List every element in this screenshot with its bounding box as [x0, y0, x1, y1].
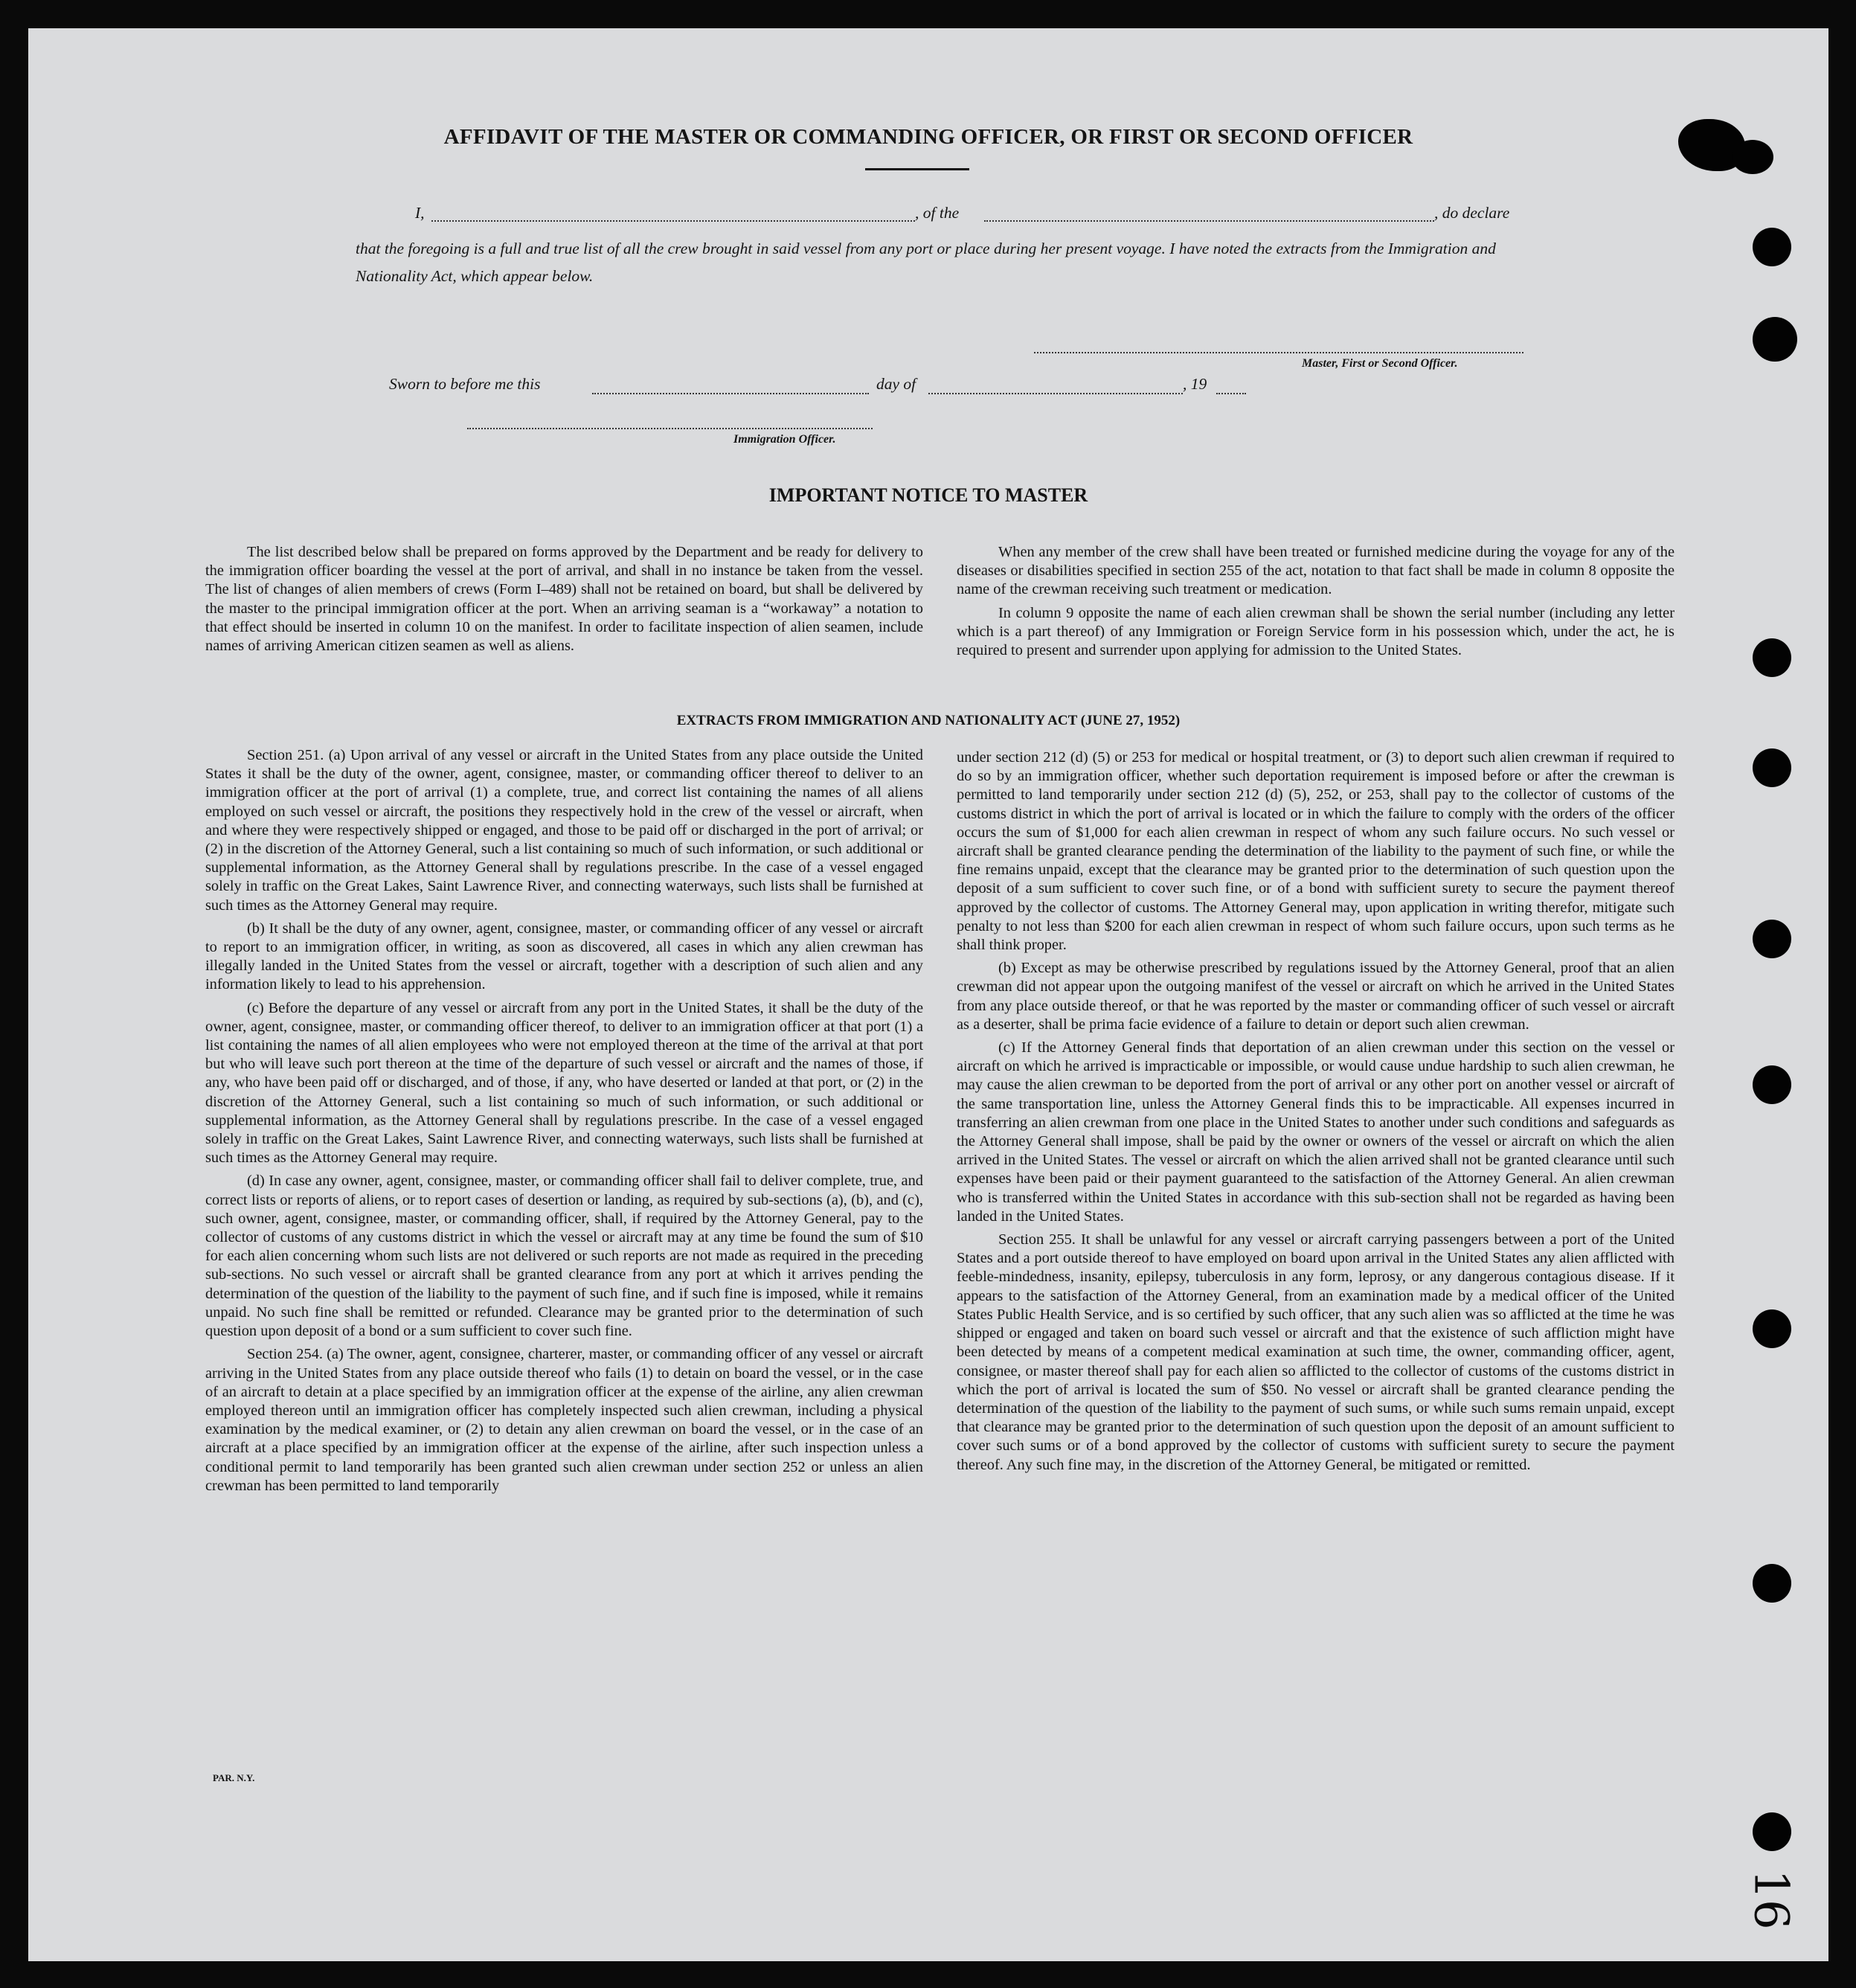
extracts-left-column — [205, 746, 923, 1500]
sworn-label: Sworn to before me this — [389, 375, 541, 393]
notice-left-paragraph: The list described below shall be prepared on forms approved by the Department and be ready for delivery to the immigration officer boarding the vessel at the port of arrival, and shall in no instance be taken from the vessel. The list of changes of alien members of crews (Form I–489) shall not be retained on board, but shall be delivered by the master to the principal immigration officer at the port. When an arriving seaman is a “workaway” a notation to that effect should be inserted in column 10 on the manifest. In order to facilitate inspection of alien seamen, include names of arriving American citizen seamen as well as aliens. — [205, 544, 923, 655]
section-255: Section 255. It shall be unlawful for any vessel or aircraft carrying passengers between a port of the United States and a port outside thereof to have employed on board upon arrival in the United States any alien afflicted with feeble-mindedness, insanity, epilepsy, tuberculosis in any form, leprosy, or any dangerous contagious disease. If it appears to the satisfaction of the Attorney General, from an examination made by a medical officer of the United States Public Health Service, and is so certified by such officer, that any such alien was so afflicted at the time he was shipped or engaged and taken on board such vessel or aircraft and that the existence of such affliction might have been detected by means of a competent medical examination at such time, the owner, commanding officer, agent, consignee, or master thereof shall pay for each alien so afflicted to the collector of customs of the customs district in which the port of arrival is located the sum of $50. No vessel or aircraft shall be granted clearance pending the determination of the question of the liability to the payment of such sums, or while such sums remain unpaid, except that clearance may be granted prior to the determination of such question upon the deposit of an amount sufficient to cover such sums or of a bond approved by the collector of customs with sufficient surety to secure the payment thereof. Any such fine may, in the discretion of the Attorney General, be mitigated or remitted. — [957, 1231, 1674, 1473]
handwritten-page-number: 16 — [1743, 1869, 1799, 1930]
i-label: I, — [415, 204, 425, 222]
binder-hole — [1753, 317, 1797, 362]
vessel-blank-line[interactable] — [984, 220, 1434, 222]
notice-right-column — [957, 543, 1674, 664]
binder-hole — [1753, 920, 1791, 958]
section-251c: (c) Before the departure of any vessel or aircraft from any port in the United States, it shall be the duty of the owner, agent, consignee, master, or commanding officer thereof, to deliver to an immigration officer at that port (1) a list containing the names of all alien employees who were not employed thereon at the time of the arrival at that port but who will leave such port thereon at the time of the departure of such vessel or aircraft and the names of those, if any, who have been paid off or discharged, and of those, if any, who have deserted or landed at that port, or (2) in the discretion of the Attorney General, such a list containing so much of such information, or such additional or supplemental information, as the Attorney General shall by regulations prescribe. In the case of a vessel engaged solely in traffic on the Great Lakes, Saint Lawrence River, and connecting waterways, such lists shall be furnished at such times as the Attorney General may require. — [205, 999, 923, 1167]
officer-caption: Immigration Officer. — [733, 433, 836, 446]
section-254c: (c) If the Attorney General finds that deportation of an alien crewman under this section on the vessel or aircraft on which he arrived is impracticable or impossible, or would cause undue hardship to such alien crewman, he may cause the alien crewman to be deported from the port of arrival or any other port on another vessel or aircraft of the same transportation line, unless the Attorney General finds this to be impracticable. All expenses incurred in transferring an alien crewman from one place in the United States to another under such conditions and safeguards as the Attorney General shall impose, shall be paid by the owner or owners of the vessel or aircraft on which the alien arrived in the United States. The vessel or aircraft on which the alien arrived shall not be granted clearance until such expenses have been paid or their payment guaranteed to the satisfaction of the Attorney General. An alien crewman who is transferred within the United States in accordance with this sub-section shall not be regarded as having been landed in the United States. — [957, 1039, 1674, 1225]
section-251d: (d) In case any owner, agent, consignee, master, or commanding officer shall fail to deliver complete, true, and correct lists or reports of aliens, or to report cases of desertion or landing, as required by sub-sections (a), (b), and (c), such owner, agent, consignee, master, or commanding officer, shall, if required by the Attorney General, pay to the collector of customs of any customs district in which the vessel or aircraft may at any time be found the sum of $10 for each alien concerning whom such lists are not delivered or such reports are not made as required in the preceding sub-sections. No such vessel or aircraft shall be granted clearance from any port at which it arrives pending the determination of the question of the liability to the payment of such fine, and if such fine is imposed, while it remains unpaid. No such fine shall be remitted or refunded. Clearance may be granted prior to the determination of such question upon deposit of a bond or a sum sufficient to cover such fine. — [205, 1173, 923, 1340]
notice-right-paragraph-1: When any member of the crew shall have been treated or furnished medicine during the voyage for any of the diseases or disabilities specified in section 255 of the act, notation to that fact shall be made in column 8 opposite the name of the crewman receiving such treatment or medication. — [957, 544, 1674, 598]
name-blank-line[interactable] — [431, 220, 915, 222]
affidavit-title: AFFIDAVIT OF THE MASTER OR COMMANDING OFFICER, OR FIRST OR SECOND OFFICER — [443, 125, 1413, 149]
extracts-title: EXTRACTS FROM IMMIGRATION AND NATIONALITY ACT (JUNE 27, 1952) — [676, 713, 1181, 728]
title-divider — [865, 168, 969, 170]
notice-left-column — [205, 543, 923, 660]
binder-hole — [1753, 228, 1791, 266]
declaration-text: that the foregoing is a full and true list of all the crew brought in said vessel from any port or place during her present voyage. I have noted the extracts from the Immigration and Nationality Act, which appear below. — [356, 240, 1496, 285]
sworn-day-line[interactable] — [592, 393, 869, 394]
binder-hole — [1753, 1309, 1791, 1348]
extracts-right-column — [957, 748, 1674, 1479]
binder-hole — [1753, 1065, 1791, 1104]
notice-right-paragraph-2: In column 9 opposite the name of each alien crewman shall be shown the serial number (including any letter which is a part thereof) of any Immigration or Foreign Service form in his possession which, under the act, he is required to present and surrender upon applying for admission to the United States. — [957, 604, 1674, 659]
section-251a: Section 251. (a) Upon arrival of any vessel or aircraft in the United States from any place outside the United States it shall be the duty of the owner, agent, consignee, master, or commanding officer thereof to deliver to an immigration officer at the port of arrival (1) a complete, true, and correct list containing the names of all aliens employed on such vessel or aircraft, the positions they respectively hold in the crew of the vessel or aircraft, when and where they were respectively shipped or engaged, and those to be paid off or discharged in the port of arrival; or (2) in the discretion of the Attorney General, such a list containing so much of such information, or such additional or supplemental information, as the Attorney General shall by regulations prescribe. In the case of a vessel engaged solely in traffic on the Great Lakes, Saint Lawrence River, and connecting waterways, such lists shall be furnished at such times as the Attorney General may require. — [205, 747, 923, 914]
of-the-label: , of the — [915, 204, 960, 222]
section-254b: (b) Except as may be otherwise prescribed by regulations issued by the Attorney General, proof that an alien crewman did not appear upon the outgoing manifest of the vessel or aircraft on which he arrived in the United States from any place outside thereof, or that he was reported by the master or commanding officer of such vessel or aircraft as a deserter, shall be prima facie evidence of a failure to detain or deport such alien crewman. — [957, 960, 1674, 1033]
binder-hole — [1753, 638, 1791, 677]
binder-hole — [1753, 1812, 1791, 1851]
day-of-label: day of — [876, 375, 916, 393]
section-254a: Section 254. (a) The owner, agent, consignee, charterer, master, or commanding officer of any vessel or aircraft arriving in the United States from any place outside thereof who fails (1) to detain on board the vessel, or in the case of an aircraft to detain at a place specified by an immigration officer at the expense of the airline, any alien crewman employed thereon until an immigration officer has completely inspected such alien crewman, including a physical examination by the medical examiner, or (2) to detain any alien crewman on board the vessel, or in the case of an aircraft at a place specified by an immigration officer at the expense of the airline, after such inspection unless a conditional permit to land temporarily has been granted such alien crewman under section 252 or unless an alien crewman has been permitted to land temporarily — [205, 1346, 923, 1494]
ink-blot-tail — [1732, 140, 1773, 174]
section-251b: (b) It shall be the duty of any owner, agent, consignee, master, or commanding officer of any vessel or aircraft to report to an immigration officer, in writing, as soon as discovered, all cases in which any alien crewman has illegally landed in the United States from the vessel or aircraft, together with a description of such alien and any information likely to lead to his apprehension. — [205, 920, 923, 993]
master-caption: Master, First or Second Officer. — [1302, 357, 1458, 370]
notice-title: IMPORTANT NOTICE TO MASTER — [768, 484, 1088, 506]
do-declare-label: , do declare — [1434, 204, 1510, 222]
printer-mark: PAR. N.Y. — [213, 1772, 255, 1783]
officer-signature-line[interactable] — [467, 428, 873, 429]
document-page — [28, 28, 1828, 1961]
sworn-month-line[interactable] — [928, 393, 1183, 394]
binder-hole — [1753, 1564, 1791, 1603]
master-signature-line[interactable] — [1034, 352, 1523, 353]
binder-hole — [1753, 748, 1791, 787]
sworn-year-line[interactable] — [1216, 393, 1246, 394]
section-254a-continued: under section 212 (d) (5) or 253 for medical or hospital treatment, or (3) to deport such alien crewman if required to do so by an immigration officer, whether such deportation requirement is imposed before or after the crewman is permitted to land temporarily under section 212 (d) (5), 252, or 253, shall pay to the collector of customs of the customs district in which the port of arrival is located or in which the failure to comply with the orders of the officer occurs the sum of $1,000 for each alien crewman in respect of whom any such failure occurs. No such vessel or aircraft shall be granted clearance pending the determination of the liability to the payment of such fine, or while the fine remains unpaid, except that the clearance may be granted prior to the determination of such question upon the deposit of a sum sufficient to cover such fine, or of a bond with sufficient surety to secure the payment thereof approved by the collector of customs. The Attorney General may, upon application in writing therefor, mitigate such penalty to not less than $200 for each alien crewman in respect of whom such failure occurs, upon such terms as he shall think proper. — [957, 749, 1674, 954]
year-label: , 19 — [1183, 375, 1207, 393]
